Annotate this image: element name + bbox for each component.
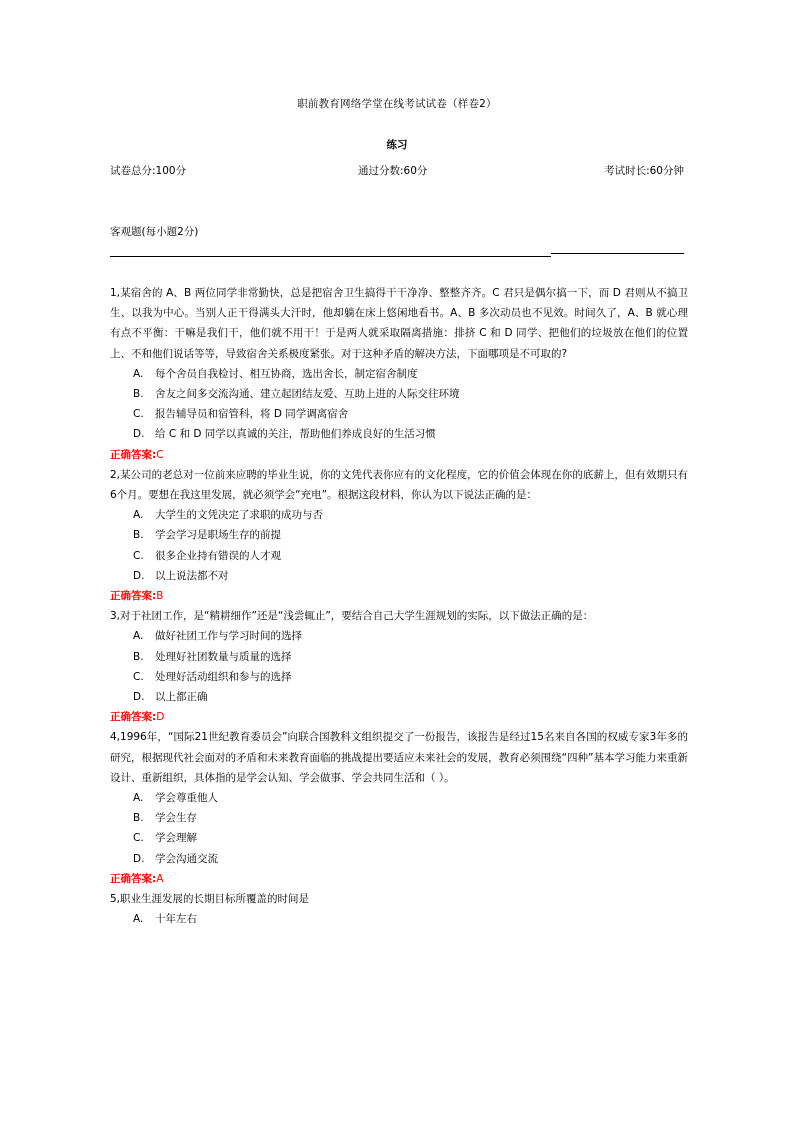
option-key: D. xyxy=(133,428,145,441)
option-item[interactable] xyxy=(110,364,688,384)
correct-answer-value: C xyxy=(156,448,164,461)
option-text: 给 C 和 D 同学以真诚的关注，帮助他们养成良好的生活习惯 xyxy=(155,428,436,441)
question-block xyxy=(110,606,688,727)
option-key: B. xyxy=(133,650,144,663)
correct-answer-label: 正确答案: xyxy=(110,590,157,603)
option-item[interactable] xyxy=(110,566,688,586)
option-key: C. xyxy=(133,549,144,562)
option-item[interactable] xyxy=(110,525,688,545)
option-text: 每个舍员自我检讨、相互协商，选出舍长，制定宿舍制度 xyxy=(155,367,418,380)
option-text: 处理好社团数量与质量的选择 xyxy=(155,650,292,663)
option-item[interactable] xyxy=(110,384,688,404)
question-stem: 2,某公司的老总对一位前来应聘的毕业生说，你的文凭代表你应有的文化程度，它的价值会体现在你的底薪上，但有效期只有6个月。要想在我这里发展，就必须学会“充电”。根据这段材料，你认为以下说法正确的是： xyxy=(110,468,688,502)
option-key: C. xyxy=(133,408,144,421)
option-item[interactable] xyxy=(110,909,688,929)
option-key: B. xyxy=(133,388,144,401)
option-item[interactable] xyxy=(110,424,688,444)
option-text: 舍友之间多交流沟通、建立起团结友爱、互助上进的人际交往环境 xyxy=(155,388,460,401)
option-text: 以上说法都不对 xyxy=(155,569,229,582)
option-text: 以上都正确 xyxy=(155,691,208,704)
correct-answer-value: B xyxy=(156,590,164,603)
question-block xyxy=(110,889,688,929)
correct-answer-label: 正确答案: xyxy=(110,448,157,461)
option-list xyxy=(110,909,688,929)
option-key: C. xyxy=(133,670,144,683)
option-key: B. xyxy=(133,529,144,542)
option-text: 十年左右 xyxy=(155,913,197,926)
section-label-objective: 客观题(每小题2分) xyxy=(110,226,199,238)
correct-answer xyxy=(110,445,688,465)
option-list xyxy=(110,788,688,869)
question-block xyxy=(110,465,688,606)
option-list xyxy=(110,626,688,707)
option-text: 报告辅导员和宿管科，将 D 同学调离宿舍 xyxy=(155,408,349,421)
exam-duration-label: 考试时长:60分钟 xyxy=(604,165,684,177)
correct-answer-value: A xyxy=(156,872,164,885)
exercise-heading: 练习 xyxy=(386,139,408,151)
correct-answer xyxy=(110,586,688,606)
pass-score-label: 通过分数:60分 xyxy=(358,165,428,177)
option-key: A. xyxy=(133,792,144,805)
option-item[interactable] xyxy=(110,505,688,525)
option-list xyxy=(110,364,688,445)
option-text: 学会理解 xyxy=(155,832,197,845)
correct-answer xyxy=(110,707,688,727)
correct-answer-label: 正确答案: xyxy=(110,711,157,724)
option-text: 学会沟通交流 xyxy=(155,852,218,865)
section-divider-right xyxy=(551,253,684,254)
question-block xyxy=(110,727,688,889)
section-divider-left xyxy=(110,256,551,257)
option-text: 处理好活动组织和参与的选择 xyxy=(155,670,292,683)
question-stem: 4,1996年，“国际21世纪教育委员会”向联合国教科文组织提交了一份报告，该报告是经过15名来自各国的权威专家3年多的研究，根据现代社会面对的矛盾和未来教育面临的挑战提出要适应未来社会的发展，教育必须围绕“四种”基本学习能力来重新设计、重新组织，具体指的是学会认知、学会做事、学会共同生活和（ ）。 xyxy=(110,731,688,784)
option-item[interactable] xyxy=(110,788,688,808)
questions-container xyxy=(110,283,688,930)
option-key: C. xyxy=(133,832,144,845)
page-title: 职前教育网络学堂在线考试试卷（样卷2） xyxy=(297,98,497,110)
option-text: 很多企业持有错误的人才观 xyxy=(155,549,281,562)
option-text: 学会尊重他人 xyxy=(155,792,218,805)
option-text: 学会学习是职场生存的前提 xyxy=(155,529,281,542)
correct-answer-label: 正确答案: xyxy=(110,872,157,885)
option-item[interactable] xyxy=(110,849,688,869)
option-key: D. xyxy=(133,691,145,704)
correct-answer-value: D xyxy=(156,711,165,724)
option-item[interactable] xyxy=(110,647,688,667)
option-item[interactable] xyxy=(110,667,688,687)
question-stem: 3,对于社团工作，是“精耕细作”还是“浅尝辄止”，要结合自己大学生涯规划的实际，以下做法正确的是： xyxy=(110,610,594,623)
option-key: D. xyxy=(133,569,145,582)
correct-answer xyxy=(110,869,688,889)
option-text: 学会生存 xyxy=(155,812,197,825)
option-key: A. xyxy=(133,630,144,643)
option-key: A. xyxy=(133,509,144,522)
option-item[interactable] xyxy=(110,626,688,646)
exam-info-row xyxy=(110,163,684,179)
option-item[interactable] xyxy=(110,687,688,707)
question-stem: 1,某宿舍的 A、B 两位同学非常勤快，总是把宿舍卫生搞得干干净净、整整齐齐。C 君只是偶尔搞一下，而 D 君则从不搞卫生、以我为中心。当别人正干得满头大汗时，他却躺在床上悠闲地看书。A、B 多次动员也不见效。时间久了，A、B 就心理有点不平衡：干嘛是我们干，他们就不用干！于是两人就采取隔离措施：排挤 C 和 D 同学、把他们的垃圾放在他们的位置上、不和他们说话等等，导致宿舍关系极度紧张。对于这种矛盾的解决方法，下面哪项是不可取的? xyxy=(110,287,688,360)
option-key: B. xyxy=(133,812,144,825)
option-text: 大学生的文凭决定了求职的成功与否 xyxy=(155,509,323,522)
option-key: D. xyxy=(133,852,145,865)
option-item[interactable] xyxy=(110,404,688,424)
option-key: A. xyxy=(133,367,144,380)
total-score-label: 试卷总分:100分 xyxy=(110,165,187,177)
option-item[interactable] xyxy=(110,546,688,566)
option-key: A. xyxy=(133,913,144,926)
option-item[interactable] xyxy=(110,828,688,848)
option-text: 做好社团工作与学习时间的选择 xyxy=(155,630,302,643)
option-item[interactable] xyxy=(110,808,688,828)
question-block xyxy=(110,283,688,465)
question-stem: 5,职业生涯发展的长期目标所覆盖的时间是 xyxy=(110,893,310,906)
option-list xyxy=(110,505,688,586)
